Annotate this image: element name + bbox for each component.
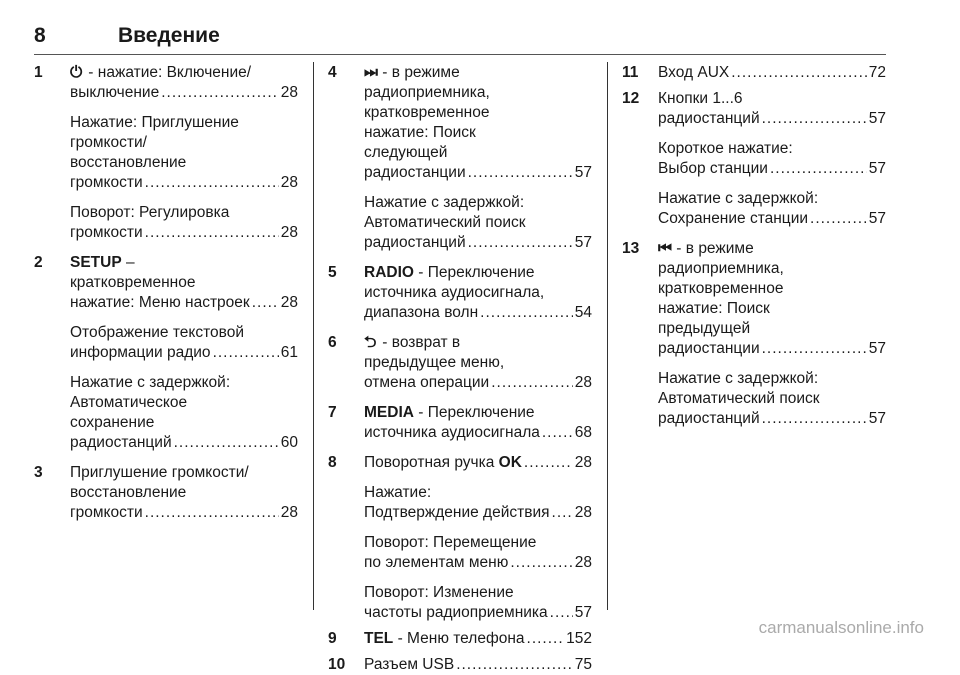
list-item bbox=[328, 655, 592, 675]
item-text: Подтверждение действия bbox=[364, 504, 550, 521]
list-item bbox=[328, 453, 592, 623]
page-ref: 72 bbox=[868, 64, 886, 81]
item-text: радиоприемника, bbox=[364, 84, 490, 101]
header-rule bbox=[34, 54, 886, 55]
item-text: сохранение bbox=[70, 414, 155, 431]
item-number: 4 bbox=[328, 64, 337, 81]
list-item bbox=[328, 63, 592, 253]
item-text: Автоматическое bbox=[70, 394, 188, 411]
back-icon: ⮌ bbox=[364, 334, 377, 351]
item-text: отмена операции bbox=[364, 374, 490, 391]
item-text: выключение bbox=[70, 84, 160, 101]
page-ref: 68 bbox=[574, 424, 592, 441]
page-ref: 28 bbox=[574, 504, 592, 521]
list-item bbox=[328, 263, 592, 323]
list-item bbox=[34, 63, 298, 243]
item-text: Разъем USB bbox=[364, 656, 455, 673]
item-text: радиостанций bbox=[658, 110, 760, 127]
item-text: радиоприемника, bbox=[658, 260, 784, 277]
item-text: Нажатие с задержкой: bbox=[658, 190, 819, 207]
item-text: - нажатие: Включение/ bbox=[84, 64, 252, 81]
page-ref: 28 bbox=[280, 294, 298, 311]
item-number: 8 bbox=[328, 454, 337, 471]
item-text: Автоматический поиск bbox=[658, 390, 820, 407]
list-item bbox=[622, 89, 886, 229]
item-text: - Переключение bbox=[413, 264, 535, 281]
item-number: 9 bbox=[328, 630, 337, 647]
item-text: Нажатие: bbox=[364, 484, 432, 501]
item-text: громкости/ bbox=[70, 134, 147, 151]
previous-track-icon: ⏮ bbox=[658, 240, 672, 257]
item-text: Нажатие с задержкой: bbox=[658, 370, 819, 387]
item-text: Приглушение громкости/ bbox=[70, 464, 249, 481]
page-ref: 57 bbox=[574, 164, 592, 181]
item-text: радиостанций bbox=[658, 410, 760, 427]
column-2 bbox=[328, 63, 592, 675]
item-text: Сохранение станции bbox=[658, 210, 809, 227]
column-1 bbox=[34, 63, 298, 523]
page-ref: 57 bbox=[868, 210, 886, 227]
item-text: - возврат в bbox=[378, 334, 461, 351]
page-ref: 57 bbox=[868, 410, 886, 427]
item-text: громкости bbox=[70, 224, 143, 241]
page-ref: 28 bbox=[574, 374, 592, 391]
list-item bbox=[328, 629, 592, 649]
item-text: - в режиме bbox=[672, 240, 754, 257]
list-item bbox=[622, 239, 886, 429]
column-divider-1 bbox=[313, 62, 314, 610]
item-text: радиостанций bbox=[70, 434, 172, 451]
page-ref: 60 bbox=[280, 434, 298, 451]
item-text: Выбор станции bbox=[658, 160, 768, 177]
item-text: Поворот: Регулировка bbox=[70, 204, 230, 221]
button-name: SETUP bbox=[70, 254, 122, 271]
column-3 bbox=[622, 63, 886, 429]
item-text: – bbox=[121, 254, 135, 271]
item-number: 2 bbox=[34, 254, 43, 271]
item-text: Автоматический поиск bbox=[364, 214, 526, 231]
page-title: Введение bbox=[118, 24, 220, 47]
item-text: Нажатие: Приглушение bbox=[70, 114, 239, 131]
list-item bbox=[34, 463, 298, 523]
page-number: 8 bbox=[34, 24, 46, 47]
list-item bbox=[328, 333, 592, 393]
item-text: Вход AUX bbox=[658, 64, 730, 81]
item-text: следующей bbox=[364, 144, 448, 161]
item-text: Нажатие с задержкой: bbox=[70, 374, 231, 391]
item-number: 5 bbox=[328, 264, 337, 281]
item-number: 10 bbox=[328, 656, 346, 673]
page-ref: 28 bbox=[280, 174, 298, 191]
item-text: кратковременное bbox=[658, 280, 784, 297]
page-ref: 57 bbox=[868, 340, 886, 357]
list-item bbox=[34, 253, 298, 453]
item-text: Короткое нажатие: bbox=[658, 140, 793, 157]
item-text: радиостанции bbox=[364, 164, 466, 181]
page-ref: 75 bbox=[574, 656, 592, 673]
item-text: источника аудиосигнала bbox=[364, 424, 540, 441]
list-item bbox=[328, 403, 592, 443]
item-number: 13 bbox=[622, 240, 640, 257]
item-text: кратковременное bbox=[70, 274, 196, 291]
item-text: предыдущее меню, bbox=[364, 354, 505, 371]
item-text: кратковременное bbox=[364, 104, 490, 121]
button-name: MEDIA bbox=[364, 404, 414, 421]
button-name: TEL bbox=[364, 630, 394, 647]
item-number: 1 bbox=[34, 64, 43, 81]
page-ref: 28 bbox=[280, 84, 298, 101]
watermark: carmanualsonline.info bbox=[758, 618, 924, 637]
item-text: информации радио bbox=[70, 344, 211, 361]
item-text: предыдущей bbox=[658, 320, 751, 337]
item-text: радиостанции bbox=[658, 340, 760, 357]
item-text: громкости bbox=[70, 504, 143, 521]
button-name: RADIO bbox=[364, 264, 414, 281]
item-text: - Переключение bbox=[413, 404, 535, 421]
item-number: 12 bbox=[622, 90, 640, 107]
item-text: восстановление bbox=[70, 484, 187, 501]
item-number: 7 bbox=[328, 404, 337, 421]
page-ref: 57 bbox=[574, 234, 592, 251]
page-ref: 28 bbox=[574, 454, 592, 471]
item-text: Поворот: Перемещение bbox=[364, 534, 537, 551]
page-header bbox=[34, 24, 886, 54]
page-ref: 152 bbox=[566, 630, 592, 647]
item-number: 3 bbox=[34, 464, 43, 481]
page-ref: 54 bbox=[574, 304, 592, 321]
item-text: нажатие: Поиск bbox=[364, 124, 476, 141]
item-number: 6 bbox=[328, 334, 337, 351]
page-ref: 57 bbox=[868, 160, 886, 177]
item-text: Отображение текстовой bbox=[70, 324, 244, 341]
list-item bbox=[622, 63, 886, 83]
item-text: громкости bbox=[70, 174, 143, 191]
item-text: источника аудиосигнала, bbox=[364, 284, 545, 301]
button-name: OK bbox=[498, 454, 522, 471]
item-text: - Меню телефона bbox=[393, 630, 525, 647]
power-icon: ⏻ bbox=[70, 64, 83, 81]
item-text: Поворот: Изменение bbox=[364, 584, 514, 601]
page-ref: 28 bbox=[574, 554, 592, 571]
item-text: нажатие: Поиск bbox=[658, 300, 770, 317]
item-text: диапазона волн bbox=[364, 304, 479, 321]
column-divider-2 bbox=[607, 62, 608, 610]
item-text: - в режиме bbox=[378, 64, 460, 81]
page-ref: 57 bbox=[574, 604, 592, 621]
page-ref: 28 bbox=[280, 504, 298, 521]
next-track-icon: ⏭ bbox=[364, 64, 378, 81]
item-text: Кнопки 1...6 bbox=[658, 90, 743, 107]
item-text: радиостанций bbox=[364, 234, 466, 251]
item-text: нажатие: Меню настроек bbox=[70, 294, 250, 311]
item-text: частоты радиоприемника bbox=[364, 604, 548, 621]
item-text: восстановление bbox=[70, 154, 187, 171]
item-text: Поворотная ручка bbox=[364, 454, 499, 471]
item-number: 11 bbox=[622, 64, 639, 81]
page-ref: 28 bbox=[280, 224, 298, 241]
item-text: Нажатие с задержкой: bbox=[364, 194, 525, 211]
page-ref: 57 bbox=[868, 110, 886, 127]
page-ref: 61 bbox=[280, 344, 298, 361]
item-text: по элементам меню bbox=[364, 554, 509, 571]
